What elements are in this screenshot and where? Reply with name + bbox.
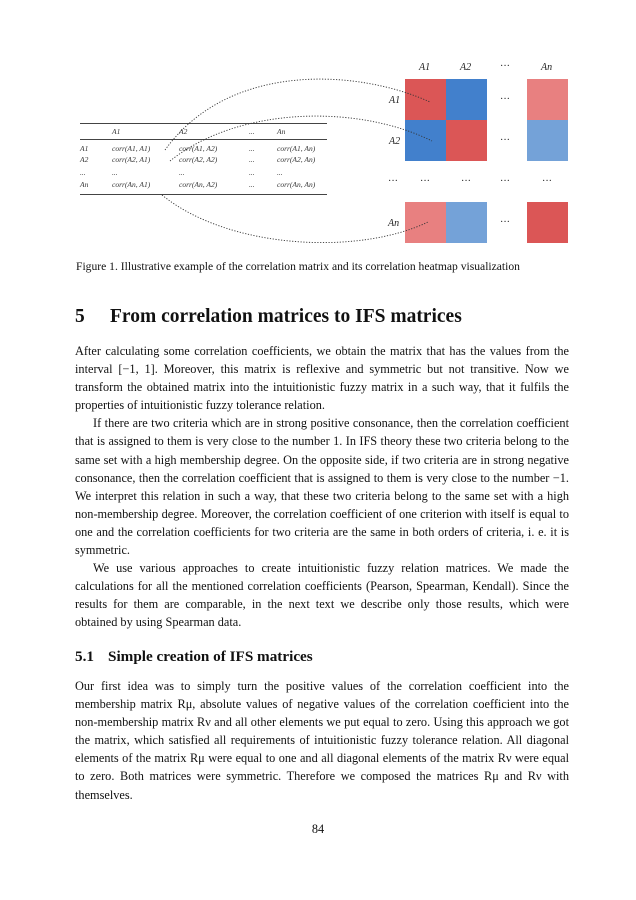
table-header-cell: ... [249,127,255,136]
heatmap-ellipsis: ··· [388,176,398,187]
table-cell: ... [179,167,185,177]
table-cell: ... [249,155,255,164]
table-cell: ... [277,167,283,177]
subsection-body [75,677,569,804]
heatmap-row-label: A2 [389,136,401,147]
table-header-cell: A2 [179,127,188,136]
table-cell: corr(A1, A1) [112,144,151,153]
paragraph: After calculating some correlation coefficients, we obtain the matrix that has the values from the interval [−1, 1]. Moreover, this matrix is reflexive and symmetric but not transitive. Now we transform the obtained matrix into the intuitionistic fuzzy matrix in a such way, that it fulfils the properties of intuitionistic fuzzy tolerance relation. [75,344,569,413]
table-cell: corr(A2, A2) [179,155,218,164]
table-cell: A2 [80,155,89,164]
paragraph: If there are two criteria which are in strong positive consonance, then the correlation coefficient that is assigned to them is very close to the number 1. In IFS theory these two criteria belong to the same set with a high membership degree. On the opposite side, if two criteria are in strong negative consonance, then the correlation coefficient that is assigned to them is very close to the number −1. We interpret this relation in such a way, that these two criteria belong to the same set with a high non-membership degree. Moreover, the correlation coefficient of one criterion with itself is equal to one and the correlation coefficients for two criteria are the same in both orders of criteria, i. e. it is symmetric. [75,416,569,558]
table-cell: corr(A1, An) [277,144,316,153]
table-cell: ... [249,144,255,153]
section-body [75,342,569,632]
table-cell: ... [249,167,255,177]
table-header-cell: A1 [112,127,121,136]
table-cell: An [80,180,89,189]
heatmap-ellipsis: ··· [500,217,510,228]
heatmap-col-label: An [541,62,553,73]
heatmap-ellipsis: ··· [542,176,552,187]
subsection-heading [75,648,313,666]
heatmap-ellipsis: ··· [500,176,510,187]
heatmap-ellipsis: ··· [461,176,471,187]
subsection-title: Simple creation of IFS matrices [108,648,313,665]
connector-curve [165,79,430,150]
heatmap-col-ellipsis: ··· [500,61,510,72]
heatmap-row-label: A1 [389,95,401,106]
table-cell: corr(An, An) [277,180,316,189]
section-title: From correlation matrices to IFS matrices [110,306,462,327]
subsection-number: 5.1 [75,648,94,665]
table-cell: ... [249,180,255,189]
connector-curves [0,0,636,260]
table-header-cell: An [277,127,286,136]
table-cell: corr(An, A1) [112,180,151,189]
heatmap-ellipsis: ··· [420,176,430,187]
paragraph: Our first idea was to simply turn the positive values of the correlation coefficient into the membership matrix Rμ, absolute values of negative values of the correlation coefficient into the non-membership matrix Rν and all other elements we put equal to zero. Using this approach we got the matrix, which satisfied all requirements of intuitionistic fuzzy tolerance relation. All diagonal elements of the matrix Rμ were equal to one and all diagonal elements of the matrix Rν were equal to zero. Both matrices were symmetric. Therefore we composed the matrices Rμ and Rν with themselves. [75,679,569,802]
heatmap-ellipsis: ··· [500,94,510,105]
connector-curve [162,195,428,243]
paragraph: We use various approaches to create intuitionistic fuzzy relation matrices. We made the calculations for all the mentioned correlation coefficients (Pearson, Spearman, Kendall). Since the results for them are comparable, in the next text we describe only those results, which were obtained by using Spearman data. [75,561,569,630]
table-cell: ... [112,167,118,177]
table-cell: ... [80,167,86,177]
section-number: 5 [75,306,85,327]
section-heading [75,306,462,328]
figure-caption: Figure 1. Illustrative example of the correlation matrix and its correlation heatmap visualization [76,260,520,273]
heatmap-col-label: A2 [460,62,472,73]
heatmap-ellipsis: ··· [500,135,510,146]
table-cell: corr(A2, A1) [112,155,151,164]
page-number: 84 [311,822,325,836]
table-cell: corr(A1, A2) [179,144,218,153]
connector-curve [170,116,432,161]
table-cell: A1 [80,144,89,153]
table-cell: corr(A2, An) [277,155,316,164]
heatmap-row-label: An [388,218,400,229]
heatmap-col-label: A1 [419,62,431,73]
table-cell: corr(An, A2) [179,180,218,189]
